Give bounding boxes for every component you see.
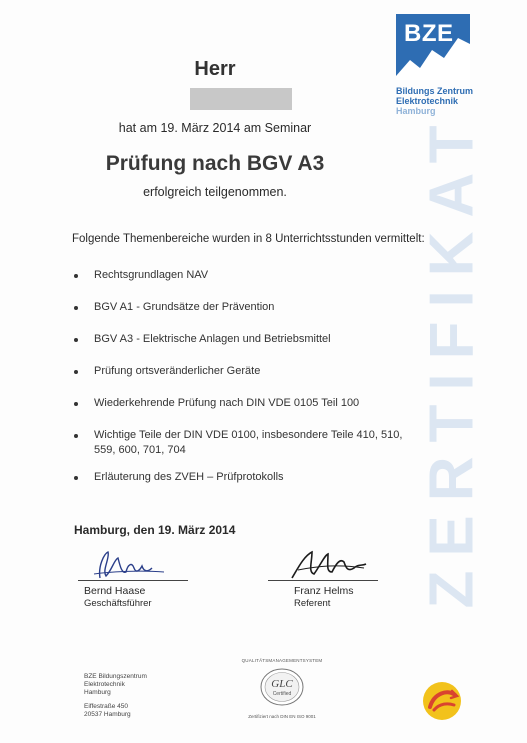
cert-caption-top: QUALITÄTSMANAGEMENTSYSTEM xyxy=(241,658,323,663)
topic-text: Rechtsgrundlagen NAV xyxy=(94,269,209,281)
cert-badge-main: GLC xyxy=(271,678,293,690)
recipient-name-redacted xyxy=(190,88,292,110)
address-line: 20537 Hamburg xyxy=(84,711,131,718)
topic-text: Erläuterung des ZVEH – Prüfprotokolls xyxy=(94,471,284,483)
signature-line xyxy=(268,580,378,581)
signatory-role: Geschäftsführer xyxy=(84,598,152,609)
bullet-icon xyxy=(74,476,78,480)
list-item xyxy=(72,396,359,411)
list-item xyxy=(72,268,208,283)
address-line: BZE Bildungszentrum xyxy=(84,673,147,680)
list-item xyxy=(72,300,274,315)
cert-caption-bottom: Zertifiziert nach DIN EN ISO 9001 xyxy=(248,714,316,719)
logo-line-3: Hamburg xyxy=(396,106,436,116)
e-mark-icon xyxy=(422,681,462,721)
logo-line-1: Bildungs Zentrum xyxy=(396,86,473,96)
bullet-icon xyxy=(74,274,78,278)
signatory-name: Bernd Haase xyxy=(84,585,146,597)
topic-text: Wiederkehrende Prüfung nach DIN VDE 0105 Teil 100 xyxy=(94,397,360,409)
list-item xyxy=(72,332,331,347)
signature-block-helms xyxy=(268,548,378,609)
place-and-date: Hamburg, den 19. März 2014 xyxy=(74,523,236,537)
cert-badge-sub: Certified xyxy=(272,691,292,697)
topics-intro: Folgende Themenbereiche wurden in 8 Unterrichtsstunden vermittelt: xyxy=(72,233,425,245)
quality-certificate-seal xyxy=(236,658,328,719)
list-item xyxy=(72,364,260,379)
topic-text: BGV A3 - Elektrische Anlagen und Betriebsmittel xyxy=(94,333,331,345)
glc-certified-icon xyxy=(259,667,305,707)
topic-text: Wichtige Teile der DIN VDE 0100, insbesondere Teile 410, 510, 559, 600, 701, 704 xyxy=(94,429,403,456)
signature-block-haase xyxy=(78,548,188,609)
list-item xyxy=(72,470,284,485)
logo-line-2: Elektrotechnik xyxy=(396,96,459,106)
topic-text: BGV A1 - Grundsätze der Prävention xyxy=(94,301,275,313)
bullet-icon xyxy=(74,338,78,342)
address-line: Eiffestraße 450 xyxy=(84,703,128,710)
bullet-icon xyxy=(74,370,78,374)
address-line: Elektrotechnik xyxy=(84,681,125,688)
bze-logo-text: BZE xyxy=(404,20,454,47)
bullet-icon xyxy=(74,434,78,438)
completion-text: erfolgreich teilgenommen. xyxy=(143,185,287,199)
recipient-salutation: Herr xyxy=(194,58,236,80)
bullet-icon xyxy=(74,402,78,406)
signature-line xyxy=(78,580,188,581)
company-address xyxy=(84,673,147,719)
bullet-icon xyxy=(74,306,78,310)
zertifikat-watermark: ZERTIFIKAT xyxy=(417,111,487,609)
topic-text: Prüfung ortsveränderlicher Geräte xyxy=(94,365,261,377)
list-item xyxy=(72,428,424,458)
signature-haase-icon xyxy=(78,548,188,580)
course-title: Prüfung nach BGV A3 xyxy=(105,152,325,175)
signature-helms-icon xyxy=(268,548,378,580)
signatory-name: Franz Helms xyxy=(294,585,354,597)
address-line: Hamburg xyxy=(84,689,111,696)
signatory-role: Referent xyxy=(294,598,331,609)
seminar-date-line: hat am 19. März 2014 am Seminar xyxy=(118,121,312,135)
